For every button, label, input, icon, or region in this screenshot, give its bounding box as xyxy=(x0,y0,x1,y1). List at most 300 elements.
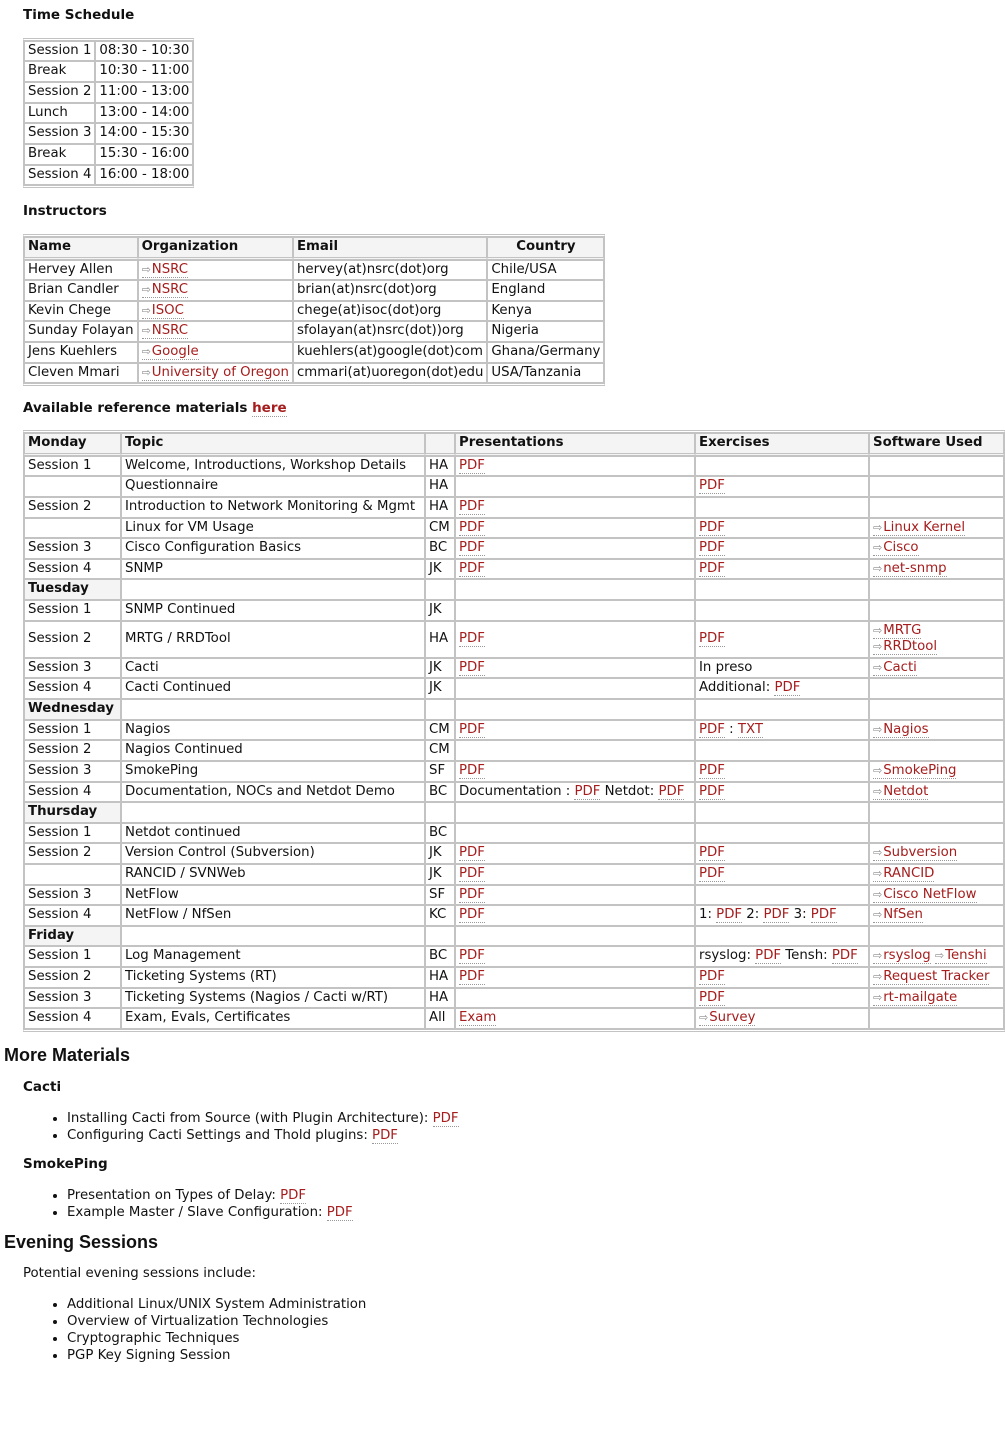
session-exercises xyxy=(695,621,869,658)
external-link-icon: ⇨ xyxy=(141,283,151,297)
software-link-label: rsyslog xyxy=(883,948,931,964)
empty-cell xyxy=(425,699,455,720)
materials-item-text: Configuring Cacti Settings and Thold plugins: xyxy=(67,1128,373,1144)
evening-item: • Overview of Virtualization Technologies xyxy=(67,1313,1005,1330)
software-link[interactable] xyxy=(873,845,957,861)
instructor-row xyxy=(24,301,604,322)
instructor-name: Sunday Folayan xyxy=(24,321,138,342)
exercise-pdf-link[interactable]: PDF xyxy=(699,560,725,576)
empty-cell xyxy=(695,699,869,720)
external-link-icon: ⇨ xyxy=(141,303,151,317)
session-software xyxy=(869,864,1004,885)
software-link-label: RANCID xyxy=(883,865,935,881)
instructor-country: USA/Tanzania xyxy=(487,363,604,384)
session-presentations xyxy=(455,761,695,782)
column-header-day: Monday xyxy=(24,433,121,456)
software-link-label: Linux Kernel xyxy=(883,519,966,535)
software-link-label: net-snmp xyxy=(883,560,947,576)
time-schedule-row xyxy=(24,144,193,165)
external-link-icon: ⇨ xyxy=(934,949,945,963)
session-software xyxy=(869,497,1004,518)
software-link[interactable] xyxy=(873,990,957,1006)
session-topic: Cisco Configuration Basics xyxy=(121,538,425,559)
empty-cell xyxy=(121,579,425,600)
session-presentations xyxy=(455,843,695,864)
materials-item xyxy=(67,1110,1005,1127)
reference-section xyxy=(0,386,1005,417)
exercise-pdf-link[interactable]: PDF xyxy=(699,762,725,778)
slot-time: 11:00 - 13:00 xyxy=(95,82,193,103)
session-row xyxy=(24,946,1004,967)
instructor-email: kuehlers(at)google(dot)com xyxy=(293,342,487,363)
reference-here-link[interactable]: here xyxy=(252,400,287,417)
software-link[interactable] xyxy=(873,907,923,923)
session-row xyxy=(24,518,1004,539)
presentation-pdf-link[interactable]: PDF xyxy=(459,886,485,902)
organization-link[interactable] xyxy=(142,323,188,339)
presentation-pdf-link[interactable]: PDF xyxy=(459,498,485,514)
exercise-pdf-link[interactable]: PDF xyxy=(699,969,725,984)
external-link-icon: ⇨ xyxy=(873,561,883,575)
session-topic: Version Control (Subversion) xyxy=(121,843,425,864)
session-instructor: CM xyxy=(425,740,455,761)
slot-time: 15:30 - 16:00 xyxy=(95,144,193,165)
exercise-text: 2: xyxy=(742,907,764,923)
instructor-country: Chile/USA xyxy=(487,260,604,281)
session-label: Session 3 xyxy=(24,761,121,782)
organization-link-label: ISOC xyxy=(151,302,184,318)
evening-list xyxy=(0,1296,1005,1364)
materials-pdf-link[interactable]: PDF xyxy=(432,1111,459,1127)
session-label: Session 1 xyxy=(24,720,121,741)
external-link-icon: ⇨ xyxy=(873,908,883,922)
session-exercises xyxy=(695,740,869,761)
session-label: Session 1 xyxy=(24,823,121,844)
session-row xyxy=(24,600,1004,621)
day-header-row xyxy=(24,579,1004,600)
materials-group-title: SmokePing xyxy=(23,1156,108,1173)
materials-item xyxy=(67,1187,1005,1204)
software-link[interactable] xyxy=(873,763,956,779)
software-link[interactable] xyxy=(873,969,989,985)
instructor-name: Hervey Allen xyxy=(24,260,138,281)
organization-link[interactable] xyxy=(142,262,188,278)
session-presentations xyxy=(455,658,695,679)
software-link[interactable] xyxy=(935,948,987,964)
exercise-text: rsyslog: xyxy=(699,948,756,964)
session-exercises xyxy=(695,905,869,926)
session-row xyxy=(24,885,1004,906)
software-link[interactable] xyxy=(873,623,921,639)
empty-cell xyxy=(121,926,425,947)
slot-label: Break xyxy=(24,144,95,165)
session-instructor: BC xyxy=(425,782,455,803)
software-link-label: Netdot xyxy=(883,783,929,799)
instructor-row xyxy=(24,280,604,301)
instructor-country: England xyxy=(487,280,604,301)
session-software xyxy=(869,988,1004,1009)
session-row xyxy=(24,967,1004,988)
session-presentations xyxy=(455,456,695,477)
session-presentations xyxy=(455,740,695,761)
materials-list xyxy=(23,1187,1005,1221)
day-label: Tuesday xyxy=(24,579,121,600)
presentation-pdf-link[interactable]: PDF xyxy=(459,721,485,737)
software-link-label: NfSen xyxy=(883,907,923,923)
exercise-pdf-link[interactable]: PDF xyxy=(699,519,725,535)
session-exercises xyxy=(695,967,869,988)
empty-cell xyxy=(455,579,695,600)
column-header-exercises: Exercises xyxy=(695,433,869,456)
exercise-pdf-link[interactable]: PDF xyxy=(699,845,725,861)
session-instructor: JK xyxy=(425,864,455,885)
session-exercises xyxy=(695,538,869,559)
materials-item xyxy=(67,1204,1005,1221)
external-link-icon: ⇨ xyxy=(873,640,883,654)
external-link-icon: ⇨ xyxy=(141,262,151,276)
empty-cell xyxy=(695,579,869,600)
materials-item-text: Installing Cacti from Source (with Plugin Architecture): xyxy=(67,1111,433,1127)
exercise-text: : xyxy=(724,721,738,737)
empty-cell xyxy=(455,802,695,823)
presentation-pdf-link[interactable]: PDF xyxy=(459,845,485,861)
session-software xyxy=(869,559,1004,580)
session-exercises xyxy=(695,885,869,906)
session-label: Session 4 xyxy=(24,1008,121,1029)
exercise-pdf-link[interactable]: PDF xyxy=(774,680,801,696)
instructor-row xyxy=(24,342,604,363)
session-exercises xyxy=(695,600,869,621)
session-presentations xyxy=(455,905,695,926)
session-presentations xyxy=(455,538,695,559)
day-header-row xyxy=(24,926,1004,947)
presentation-pdf-link[interactable]: PDF xyxy=(459,907,485,923)
organization-link[interactable] xyxy=(142,303,184,319)
presentation-pdf-link[interactable]: PDF xyxy=(459,659,485,675)
presentation-pdf-link[interactable]: PDF xyxy=(459,560,485,576)
session-instructor: JK xyxy=(425,678,455,699)
session-label: Session 4 xyxy=(24,559,121,580)
instructor-organization xyxy=(138,301,293,322)
software-link-label: RRDtool xyxy=(883,639,938,655)
session-row xyxy=(24,761,1004,782)
session-instructor: HA xyxy=(425,621,455,658)
slot-label: Lunch xyxy=(24,103,95,124)
exercise-txt-link[interactable]: TXT xyxy=(737,721,763,737)
instructor-organization xyxy=(138,321,293,342)
empty-cell xyxy=(869,926,1004,947)
presentation-pdf-link[interactable]: PDF xyxy=(459,762,485,778)
session-exercises xyxy=(695,843,869,864)
session-presentations xyxy=(455,600,695,621)
session-software xyxy=(869,905,1004,926)
session-instructor: SF xyxy=(425,761,455,782)
software-link-label: Tenshi xyxy=(945,948,987,964)
session-exercises xyxy=(695,518,869,539)
session-label xyxy=(24,518,121,539)
exercise-pdf-link[interactable]: PDF xyxy=(699,989,725,1005)
external-link-icon: ⇨ xyxy=(873,541,883,555)
instructor-country: Nigeria xyxy=(487,321,604,342)
time-schedule-section xyxy=(0,0,1005,188)
instructor-row xyxy=(24,260,604,281)
session-exercises xyxy=(695,497,869,518)
exercise-pdf-link[interactable]: PDF xyxy=(699,630,725,646)
materials-group xyxy=(0,1066,1005,1144)
external-link-icon: ⇨ xyxy=(873,990,883,1004)
session-topic: Cacti xyxy=(121,658,425,679)
session-software xyxy=(869,476,1004,497)
software-link-label: Cacti xyxy=(883,659,917,675)
session-instructor: BC xyxy=(425,823,455,844)
organization-link[interactable] xyxy=(142,365,289,381)
organization-link[interactable] xyxy=(142,282,188,298)
slot-time: 14:00 - 15:30 xyxy=(95,123,193,144)
session-presentations xyxy=(455,885,695,906)
session-row xyxy=(24,559,1004,580)
software-link[interactable] xyxy=(873,948,931,964)
session-software xyxy=(869,946,1004,967)
materials-list xyxy=(23,1110,1005,1144)
software-link[interactable] xyxy=(873,540,919,556)
session-instructor: HA xyxy=(425,988,455,1009)
session-exercises xyxy=(695,559,869,580)
slot-time: 08:30 - 10:30 xyxy=(95,41,193,62)
exercise-text: Additional: xyxy=(699,680,775,696)
column-header-organization: Organization xyxy=(138,237,293,260)
instructor-organization xyxy=(138,342,293,363)
session-exercises xyxy=(695,658,869,679)
session-instructor: HA xyxy=(425,476,455,497)
session-topic: NetFlow / NfSen xyxy=(121,905,425,926)
session-label: Session 3 xyxy=(24,658,121,679)
organization-link-label: University of Oregon xyxy=(151,364,289,380)
presentation-exam-link[interactable]: Exam xyxy=(459,1010,497,1026)
software-link-label: Subversion xyxy=(883,845,958,861)
session-exercises xyxy=(695,782,869,803)
empty-cell xyxy=(695,926,869,947)
time-schedule-row xyxy=(24,61,193,82)
session-topic: Nagios Continued xyxy=(121,740,425,761)
session-topic: SmokePing xyxy=(121,761,425,782)
session-presentations xyxy=(455,720,695,741)
session-row xyxy=(24,905,1004,926)
session-label: Session 4 xyxy=(24,905,121,926)
software-link[interactable] xyxy=(873,722,929,738)
instructor-name: Kevin Chege xyxy=(24,301,138,322)
presentation-pdf-link[interactable]: PDF xyxy=(459,630,485,646)
session-row xyxy=(24,476,1004,497)
session-instructor: KC xyxy=(425,905,455,926)
instructor-name: Cleven Mmari xyxy=(24,363,138,384)
software-link[interactable] xyxy=(873,660,917,676)
external-link-icon: ⇨ xyxy=(141,365,151,379)
session-row xyxy=(24,621,1004,658)
session-presentations xyxy=(455,678,695,699)
session-exercises xyxy=(695,678,869,699)
software-link[interactable] xyxy=(873,639,937,655)
exercise-text: 3: xyxy=(789,907,811,923)
session-label: Session 1 xyxy=(24,600,121,621)
materials-item-text: Example Master / Slave Configuration: xyxy=(67,1205,327,1221)
session-software xyxy=(869,843,1004,864)
session-label: Session 4 xyxy=(24,678,121,699)
day-label: Thursday xyxy=(24,802,121,823)
session-topic: Log Management xyxy=(121,946,425,967)
presentation-pdf-link[interactable]: PDF xyxy=(574,783,601,799)
session-presentations xyxy=(455,823,695,844)
session-instructor: HA xyxy=(425,967,455,988)
time-schedule-row xyxy=(24,165,193,186)
session-topic: Ticketing Systems (RT) xyxy=(121,967,425,988)
session-software xyxy=(869,621,1004,658)
session-software xyxy=(869,658,1004,679)
session-software xyxy=(869,740,1004,761)
evening-item: • Additional Linux/UNIX System Administration xyxy=(67,1296,1005,1313)
session-label: Session 1 xyxy=(24,946,121,967)
session-exercises xyxy=(695,823,869,844)
session-row xyxy=(24,456,1004,477)
session-exercises xyxy=(695,988,869,1009)
session-row xyxy=(24,720,1004,741)
materials-pdf-link[interactable]: PDF xyxy=(280,1188,307,1204)
exercise-pdf-link[interactable]: PDF xyxy=(699,865,725,881)
session-exercises xyxy=(695,864,869,885)
software-link[interactable] xyxy=(873,561,947,577)
session-software xyxy=(869,885,1004,906)
session-presentations xyxy=(455,946,695,967)
empty-cell xyxy=(695,802,869,823)
presentation-pdf-link[interactable]: PDF xyxy=(459,540,485,556)
presentation-pdf-link[interactable]: PDF xyxy=(658,783,685,799)
exercise-pdf-link[interactable]: PDF xyxy=(699,721,725,737)
session-software xyxy=(869,600,1004,621)
external-link-icon: ⇨ xyxy=(873,520,883,534)
reference-heading xyxy=(23,400,1005,417)
software-link-label: SmokePing xyxy=(883,762,957,778)
instructor-name: Jens Kuehlers xyxy=(24,342,138,363)
evening-section xyxy=(0,1221,1005,1364)
slot-label: Session 4 xyxy=(24,165,95,186)
presentation-pdf-link[interactable]: PDF xyxy=(459,865,485,881)
time-schedule-row xyxy=(24,103,193,124)
instructor-row xyxy=(24,363,604,384)
exercise-survey-link[interactable] xyxy=(699,1010,755,1026)
external-link-icon: ⇨ xyxy=(873,763,883,777)
exercise-pdf-link[interactable]: PDF xyxy=(810,907,837,923)
materials-item xyxy=(67,1127,1005,1144)
organization-link-label: NSRC xyxy=(151,282,189,298)
session-software xyxy=(869,678,1004,699)
exercise-pdf-link[interactable]: PDF xyxy=(699,478,725,494)
session-topic: SNMP xyxy=(121,559,425,580)
column-header-name: Name xyxy=(24,237,138,260)
empty-cell xyxy=(869,802,1004,823)
session-presentations xyxy=(455,518,695,539)
presentation-pdf-link[interactable]: PDF xyxy=(459,969,485,984)
software-link[interactable] xyxy=(873,887,977,903)
instructors-title: Instructors xyxy=(23,203,107,220)
exercise-pdf-link[interactable]: PDF xyxy=(699,783,725,799)
session-software xyxy=(869,518,1004,539)
session-software xyxy=(869,456,1004,477)
software-link[interactable] xyxy=(873,866,934,882)
presentation-text: Documentation : xyxy=(459,783,575,799)
session-label: Session 4 xyxy=(24,782,121,803)
software-link[interactable] xyxy=(873,784,928,800)
session-topic: Documentation, NOCs and Netdot Demo xyxy=(121,782,425,803)
external-link-icon: ⇨ xyxy=(873,970,883,983)
session-instructor: JK xyxy=(425,559,455,580)
column-header-topic: Topic xyxy=(121,433,425,456)
evening-item: • Cryptographic Techniques xyxy=(67,1330,1005,1347)
software-link-label: Request Tracker xyxy=(883,969,990,984)
session-topic: Exam, Evals, Certificates xyxy=(121,1008,425,1029)
evening-item: • PGP Key Signing Session xyxy=(67,1347,1005,1364)
time-schedule-row xyxy=(24,41,193,62)
organization-link[interactable] xyxy=(142,344,199,360)
session-row xyxy=(24,538,1004,559)
presentation-pdf-link[interactable]: PDF xyxy=(459,948,485,964)
session-topic: MRTG / RRDTool xyxy=(121,621,425,658)
slot-label: Session 2 xyxy=(24,82,95,103)
exercise-pdf-link[interactable]: PDF xyxy=(755,948,782,964)
materials-pdf-link[interactable]: PDF xyxy=(326,1205,353,1221)
slot-label: Session 1 xyxy=(24,41,95,62)
session-label: Session 3 xyxy=(24,885,121,906)
more-materials-section xyxy=(0,1032,1005,1221)
presentation-pdf-link[interactable]: PDF xyxy=(459,519,485,535)
session-row xyxy=(24,864,1004,885)
session-row xyxy=(24,658,1004,679)
weekly-schedule-table xyxy=(23,430,1005,1032)
presentation-pdf-link[interactable]: PDF xyxy=(459,457,485,473)
session-instructor: HA xyxy=(425,497,455,518)
day-header-row xyxy=(24,699,1004,720)
session-presentations xyxy=(455,864,695,885)
slot-label: Session 3 xyxy=(24,123,95,144)
software-link[interactable] xyxy=(873,520,965,536)
software-link-label: MRTG xyxy=(883,622,922,638)
time-schedule-row xyxy=(24,82,193,103)
empty-cell xyxy=(455,699,695,720)
materials-pdf-link[interactable]: PDF xyxy=(372,1128,398,1144)
external-link-icon: ⇨ xyxy=(873,887,883,901)
organization-link-label: NSRC xyxy=(151,323,189,339)
time-schedule-title: Time Schedule xyxy=(23,7,135,23)
instructor-country: Kenya xyxy=(487,301,604,322)
evening-intro: Potential evening sessions include: xyxy=(23,1265,256,1281)
session-presentations xyxy=(455,621,695,658)
session-row xyxy=(24,782,1004,803)
instructor-name: Brian Candler xyxy=(24,280,138,301)
slot-time: 16:00 - 18:00 xyxy=(95,165,193,186)
exercise-pdf-link[interactable]: PDF xyxy=(716,907,743,923)
session-topic: SNMP Continued xyxy=(121,600,425,621)
exercise-pdf-link[interactable]: PDF xyxy=(763,907,790,923)
empty-cell xyxy=(425,579,455,600)
exercise-pdf-link[interactable]: PDF xyxy=(699,540,725,556)
session-presentations xyxy=(455,782,695,803)
instructors-section xyxy=(0,188,1005,386)
external-link-icon: ⇨ xyxy=(141,324,151,338)
session-label xyxy=(24,476,121,497)
session-label xyxy=(24,864,121,885)
exercise-pdf-link[interactable]: PDF xyxy=(831,948,858,964)
software-link-label: Cisco xyxy=(883,540,919,556)
session-instructor: JK xyxy=(425,843,455,864)
session-presentations xyxy=(455,1008,695,1029)
